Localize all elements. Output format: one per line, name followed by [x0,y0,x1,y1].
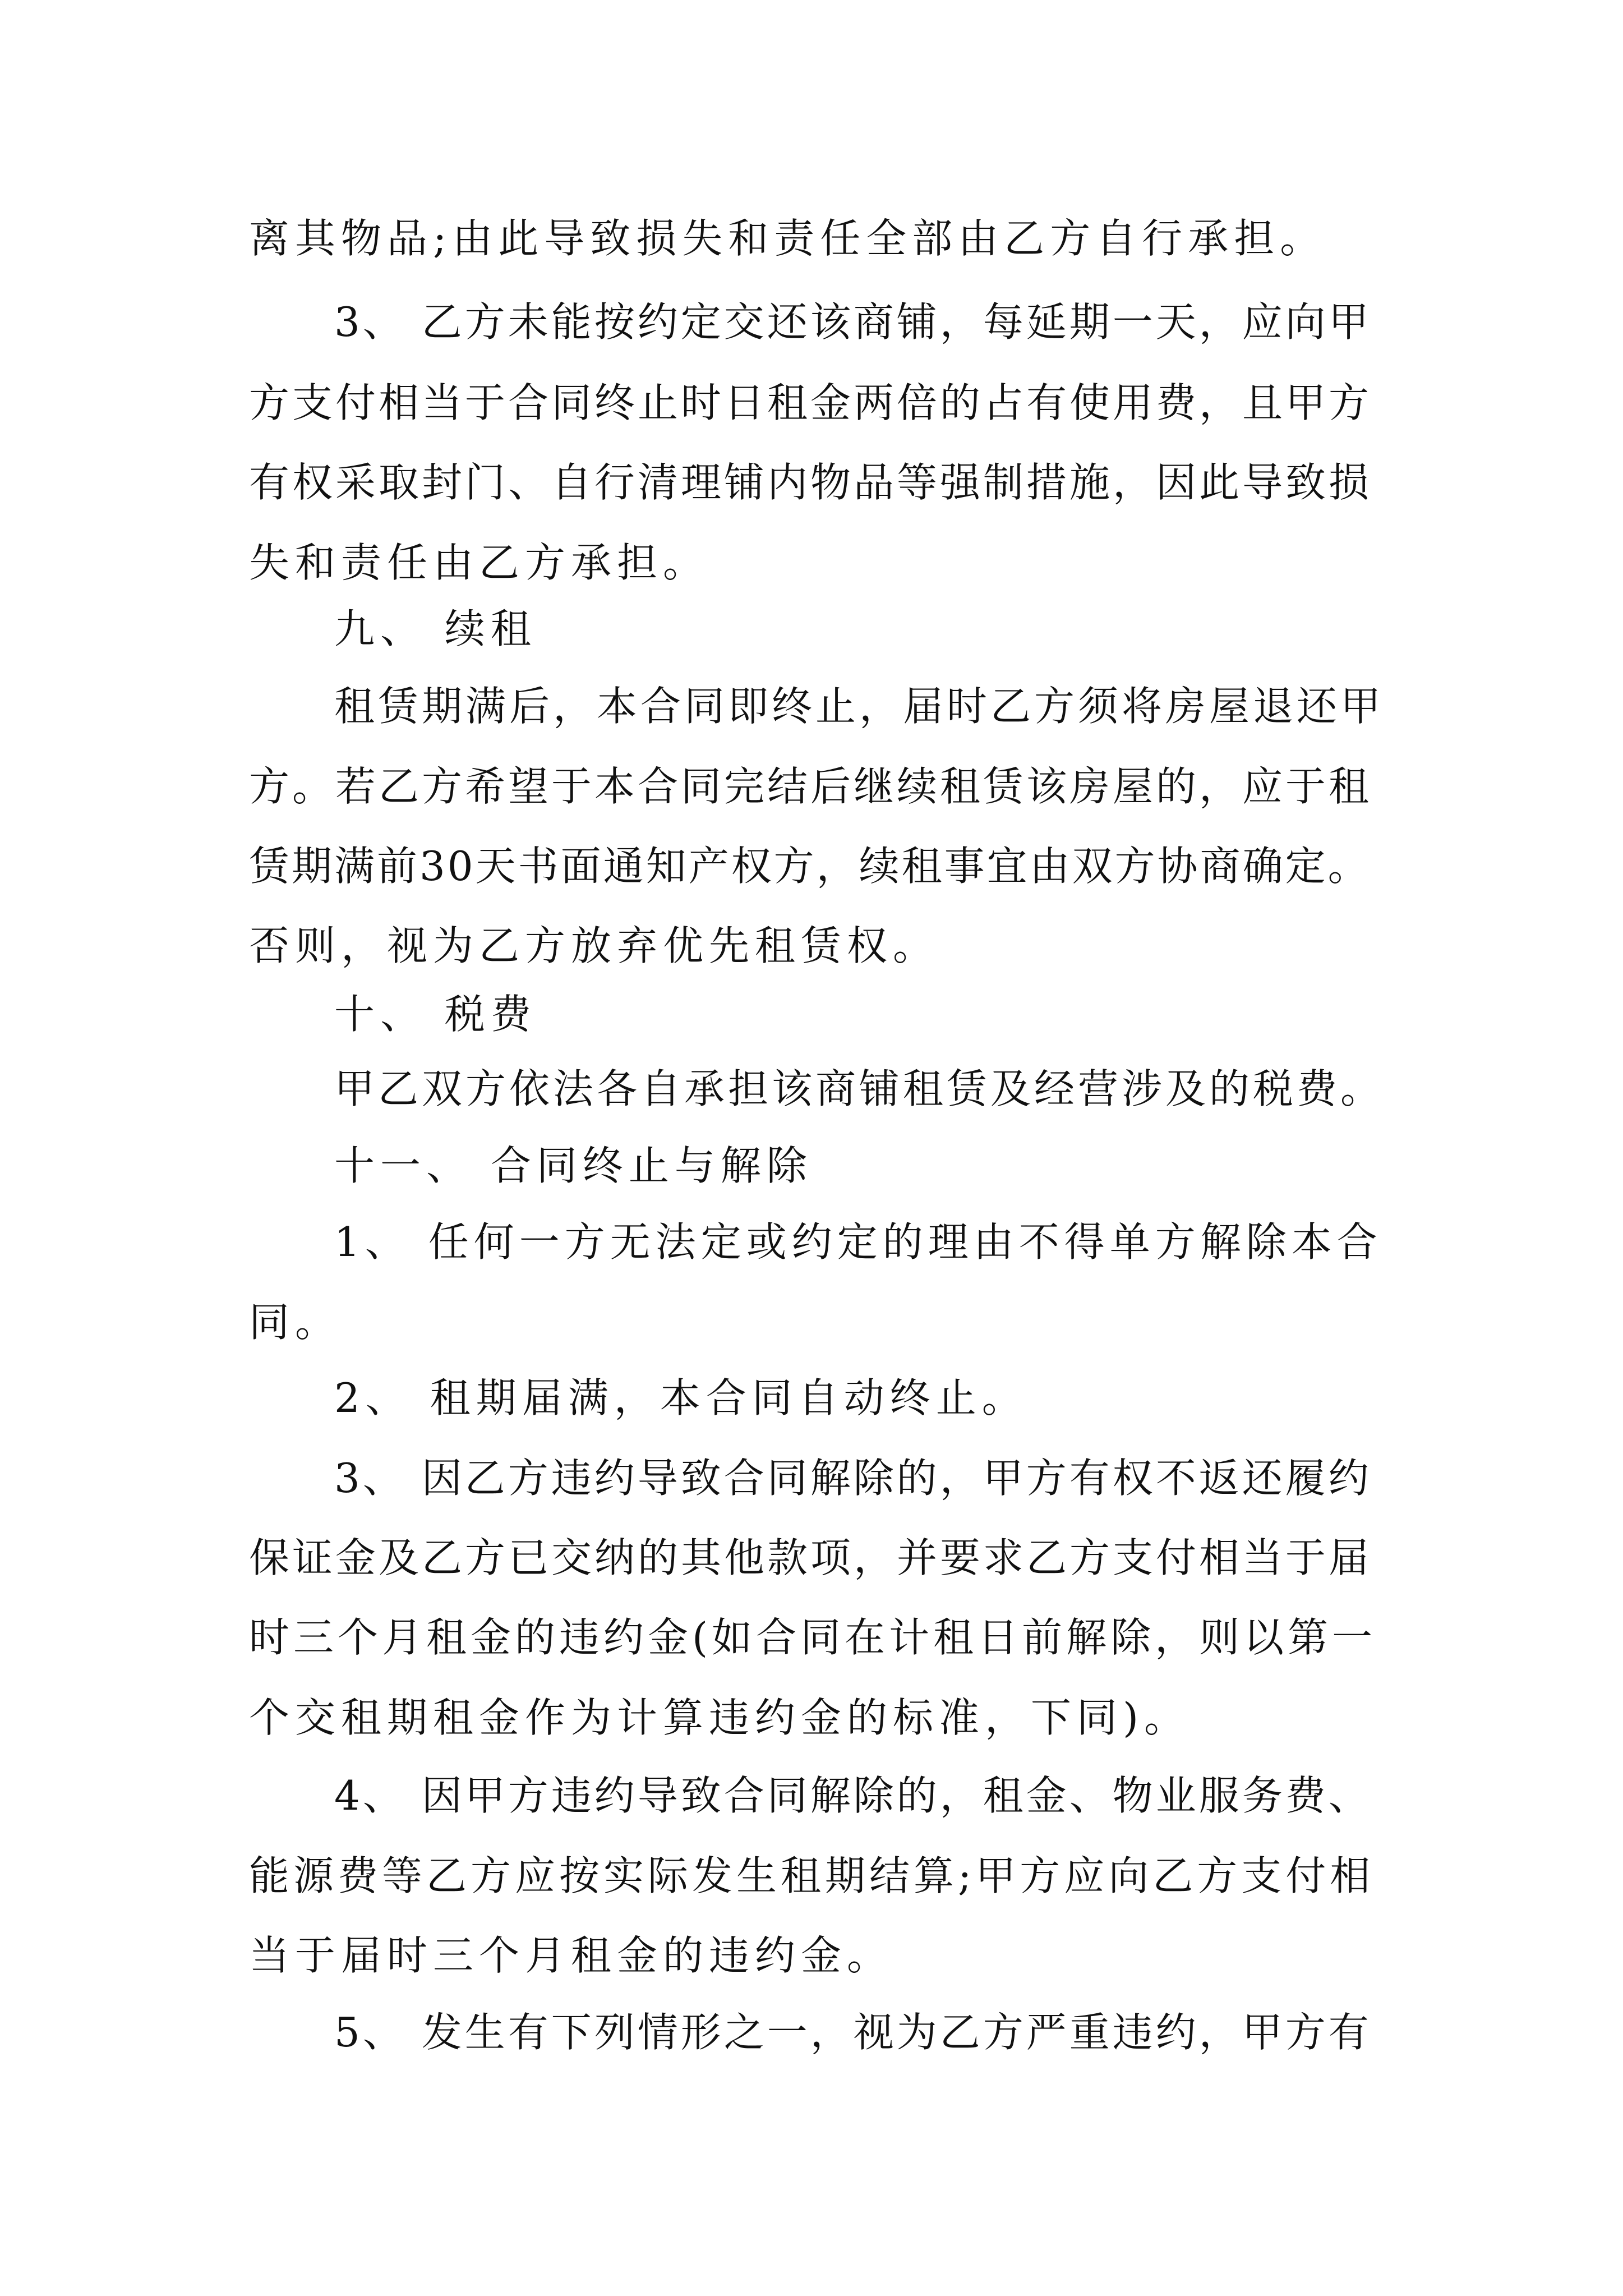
text-line: 离其物品;由此导致损失和责任全部由乙方自行承担。 [249,215,1326,262]
text-line: 时三个月租金的违约金(如合同在计租日前解除，则以第一 [249,1614,1377,1661]
text-line: 方。若乙方希望于本合同完结后继续租赁该房屋的，应于租 [249,763,1372,810]
text-line: 能源费等乙方应按实际发生租期结算;甲方应向乙方支付相 [249,1852,1375,1899]
text-line: 保证金及乙方已交纳的其他款项，并要求乙方支付相当于届 [249,1534,1372,1581]
text-line: 赁期满前30天书面通知产权方，续租事宜由双方协商确定。 [249,843,1371,890]
text-line: 4、 因甲方违约导致合同解除的，租金、物业服务费、 [334,1772,1372,1819]
text-line: 方支付相当于合同终止时日租金两倍的占有使用费，且甲方 [249,379,1372,426]
text-line: 有权采取封门、自行清理铺内物品等强制措施，因此导致损 [249,459,1372,506]
section-heading: 九、 续租 [334,605,537,652]
text-line: 3、 乙方未能按约定交还该商铺，每延期一天，应向甲 [334,298,1372,346]
text-line: 个交租期租金作为计算违约金的标准，下同)。 [249,1694,1191,1741]
section-heading: 十、 税费 [334,991,537,1038]
text-line: 2、 租期届满，本合同自动终止。 [334,1374,1028,1421]
text-line: 5、 发生有下列情形之一，视为乙方严重违约，甲方有 [334,2009,1372,2056]
text-line: 租赁期满后，本合同即终止，届时乙方须将房屋退还甲 [334,683,1385,730]
text-line: 甲乙双方依法各自承担该商铺租赁及经营涉及的税费。 [334,1065,1385,1112]
text-line: 同。 [249,1299,342,1346]
section-heading: 十一、 合同终止与解除 [334,1142,813,1189]
text-line: 失和责任由乙方承担。 [249,539,709,586]
text-line: 1、 任何一方无法定或约定的理由不得单方解除本合 [334,1218,1382,1266]
text-line: 当于届时三个月租金的违约金。 [249,1932,893,1979]
text-line: 3、 因乙方违约导致合同解除的，甲方有权不返还履约 [334,1455,1372,1502]
text-line: 否则，视为乙方放弃优先租赁权。 [249,922,939,969]
